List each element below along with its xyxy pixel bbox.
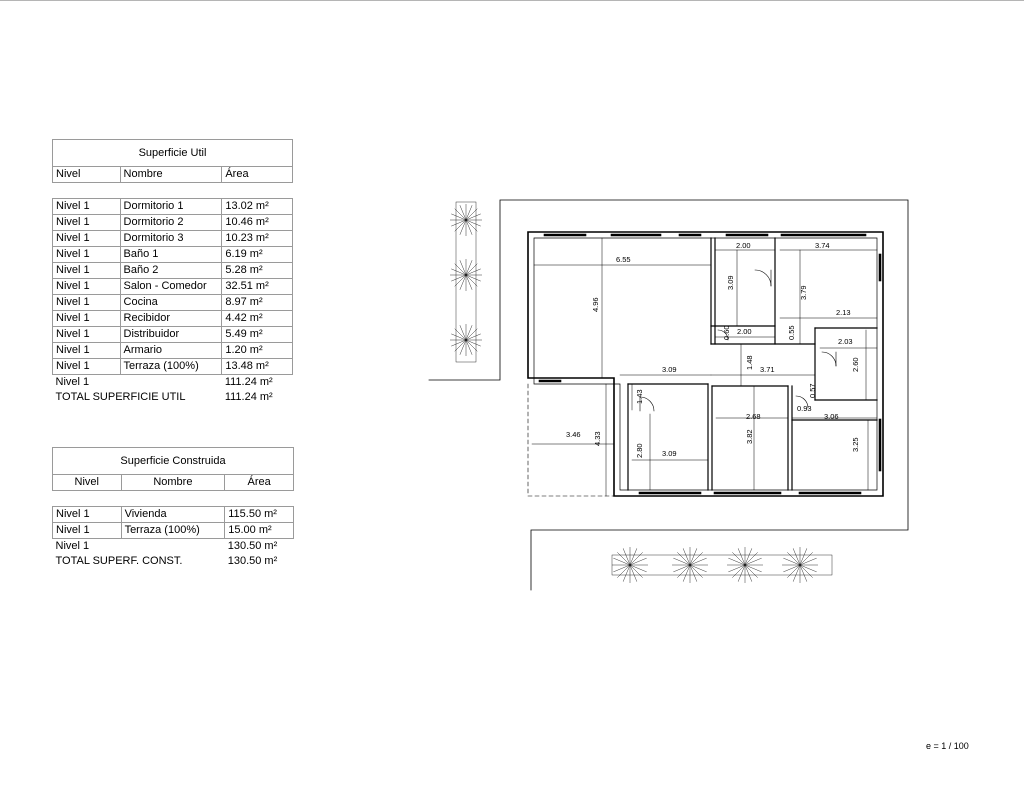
dim-bano2-width: 2.13 <box>836 308 851 317</box>
table-cell: Nivel 1 <box>53 199 121 215</box>
dim-small-057: 0.57 <box>808 383 817 398</box>
table-cell: 32.51 m² <box>222 279 293 295</box>
table-cell: Terraza (100%) <box>120 359 222 375</box>
dim-terraza-width: 3.46 <box>566 430 581 439</box>
table-cell: Terraza (100%) <box>121 523 225 539</box>
table-cell: Cocina <box>120 295 222 311</box>
dim-dorm3-depth: 3.82 <box>745 429 754 444</box>
table-cell: Nivel 1 <box>53 327 121 343</box>
table-cell: 5.28 m² <box>222 263 293 279</box>
subtotal-area: 130.50 m² <box>227 540 278 552</box>
table-cell: Nivel 1 <box>53 231 121 247</box>
table-cell: Nivel 1 <box>53 295 121 311</box>
table-cell: 115.50 m² <box>225 507 294 523</box>
dim-salon-width: 6.55 <box>616 255 631 264</box>
scale-label: e = 1 / 100 <box>926 741 969 751</box>
vegetation-left <box>450 202 482 362</box>
table-cell: 5.49 m² <box>222 327 293 343</box>
dim-dorm1-width: 3.06 <box>824 412 839 421</box>
plant-symbol <box>612 547 648 583</box>
table-cell: 10.46 m² <box>222 215 293 231</box>
dim-dorm1-depth: 3.25 <box>851 437 860 452</box>
table-cell: Dormitorio 3 <box>120 231 222 247</box>
windows <box>540 235 880 493</box>
table-cell: 13.02 m² <box>222 199 293 215</box>
dim-dorm3-width: 2.68 <box>746 412 761 421</box>
dim-small-093: 0.93 <box>797 404 812 413</box>
table-cell: Nivel 1 <box>53 311 121 327</box>
table-cell: Nivel 1 <box>53 279 121 295</box>
total-area: 111.24 m² <box>224 391 273 403</box>
dim-bano1-width: 2.00 <box>736 241 751 250</box>
table-cell: Dormitorio 1 <box>120 199 222 215</box>
dim-cocina-width: 3.09 <box>662 449 677 458</box>
table-cell: Distribuidor <box>120 327 222 343</box>
column-header: Nombre <box>121 475 225 491</box>
table-cell: Nivel 1 <box>53 247 121 263</box>
table-cell: Nivel 1 <box>53 507 122 523</box>
dimension-labels <box>566 241 860 458</box>
table-cell: Nivel 1 <box>53 215 121 231</box>
table-title: Superficie Construida <box>53 448 294 475</box>
table-cell: Nivel 1 <box>53 263 121 279</box>
dim-small-055: 0.55 <box>787 325 796 340</box>
dim-dorm2-width: 3.74 <box>815 241 830 250</box>
table-cell: 6.19 m² <box>222 247 293 263</box>
total-label: TOTAL SUPERF. CONST. <box>55 555 183 567</box>
site-boundary <box>429 200 908 590</box>
subtotal-area: 111.24 m² <box>224 376 273 388</box>
dim-bano2-depth: 2.60 <box>851 357 860 372</box>
table-cell: 1.20 m² <box>222 343 293 359</box>
table-cell: Nivel 1 <box>53 523 122 539</box>
total-label: TOTAL SUPERFICIE UTIL <box>55 391 186 403</box>
dim-bano1-depth: 3.09 <box>726 275 735 290</box>
table-cell: 10.23 m² <box>222 231 293 247</box>
subtotal-level: Nivel 1 <box>55 540 90 552</box>
dim-pasillo-309: 3.09 <box>662 365 677 374</box>
dim-pasillo-148: 1.48 <box>745 355 754 370</box>
table-cell: Salon - Comedor <box>120 279 222 295</box>
dim-recibidor-143: 1.43 <box>635 389 644 404</box>
column-header: Nivel <box>53 167 121 183</box>
table-cell: Baño 1 <box>120 247 222 263</box>
table-cell: Baño 2 <box>120 263 222 279</box>
total-area: 130.50 m² <box>227 555 278 567</box>
dim-bano2-w2: 2.03 <box>838 337 853 346</box>
table-title: Superficie Util <box>53 140 293 167</box>
plant-symbol <box>782 547 818 583</box>
dim-armario-w: 2.00 <box>737 327 752 336</box>
table-cell: Nivel 1 <box>53 343 121 359</box>
dim-salon-depth: 4.96 <box>591 297 600 312</box>
dim-cocina-depth: 2.80 <box>635 443 644 458</box>
plant-symbol <box>450 204 482 236</box>
table-cell: Vivienda <box>121 507 225 523</box>
table-cell: 13.48 m² <box>222 359 293 375</box>
column-header: Nombre <box>120 167 222 183</box>
table-cell: Recibidor <box>120 311 222 327</box>
plant-symbol <box>450 259 482 291</box>
column-header: Área <box>225 475 294 491</box>
outer-walls <box>528 232 883 496</box>
table-cell: Dormitorio 2 <box>120 215 222 231</box>
column-header: Área <box>222 167 293 183</box>
dim-pasillo-371: 3.71 <box>760 365 775 374</box>
table-cell: 15.00 m² <box>225 523 294 539</box>
table-cell: 4.42 m² <box>222 311 293 327</box>
plant-symbol <box>672 547 708 583</box>
vegetation-bottom <box>612 547 832 583</box>
column-header: Nivel <box>53 475 122 491</box>
dim-armario-d: 0.60 <box>722 325 731 340</box>
dim-dorm2-depth: 3.79 <box>799 285 808 300</box>
table-cell: Nivel 1 <box>53 359 121 375</box>
table-cell: 8.97 m² <box>222 295 293 311</box>
dimension-lines <box>532 238 877 496</box>
plant-symbol <box>727 547 763 583</box>
dim-terraza-depth: 4.33 <box>593 431 602 446</box>
table-cell: Armario <box>120 343 222 359</box>
plant-symbol <box>450 324 482 356</box>
subtotal-level: Nivel 1 <box>55 376 90 388</box>
